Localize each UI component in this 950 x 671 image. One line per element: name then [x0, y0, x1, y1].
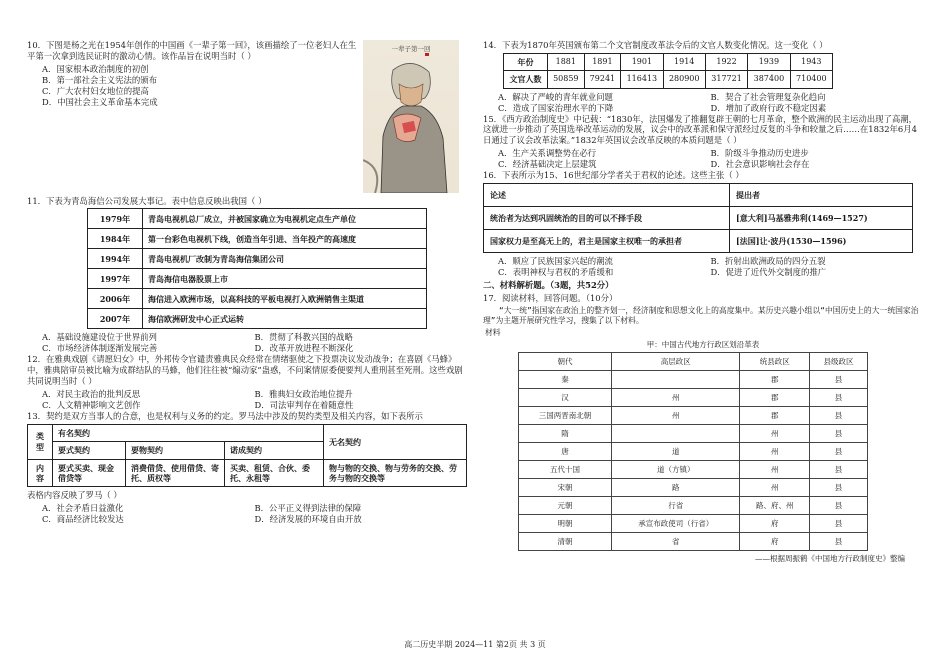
- dynasty-cell: 隋: [519, 424, 612, 442]
- prefecture-cell: 路、府、州: [740, 496, 810, 514]
- high-level-cell: [612, 370, 740, 388]
- table-row: [28, 424, 467, 441]
- question-10: [27, 40, 357, 108]
- year-cell: 2006年: [88, 289, 143, 309]
- dynasty-cell: 元朝: [519, 496, 612, 514]
- year-cell: 2007年: [88, 309, 143, 329]
- author-cell: [意大利]马基雅弗利(1469—1527): [730, 207, 913, 230]
- q16-stem: 16．下表所示为15、16世纪部分学者关于君权的论述。这些主张（ ）: [483, 170, 744, 181]
- count-cell: 710400: [790, 71, 832, 88]
- table-row: [28, 459, 467, 487]
- q14-options-row2: [483, 103, 923, 114]
- count-cell: 387400: [748, 71, 790, 88]
- q14-options-row1: [483, 92, 923, 103]
- dynasty-cell: 宋朝: [519, 478, 612, 496]
- dynasty-cell: 唐: [519, 442, 612, 460]
- count-cell: 50859: [547, 71, 584, 88]
- painting-stroke: [363, 160, 377, 193]
- prefecture-cell: 州: [740, 460, 810, 478]
- prefecture-cell: 府: [740, 532, 810, 550]
- q12-option-d[interactable]: D．司法审判存在着随意性: [254, 399, 354, 410]
- county-cell: 县: [810, 460, 868, 478]
- county-cell: 县: [810, 496, 868, 514]
- q14-stem: 14．下表为1870年英国颁布第二个文官制度改革法令后的文官人数变化情况。这一变化（ ）: [483, 40, 828, 50]
- year-cell: 1943: [790, 53, 832, 70]
- q13-option-d[interactable]: D．经济发展的环境自由开放: [254, 514, 362, 525]
- table-row: [519, 388, 868, 406]
- row-label-cell: 文官人数: [504, 71, 548, 88]
- dynasty-cell: 汉: [519, 388, 612, 406]
- count-cell: 317721: [705, 71, 747, 88]
- q14-option-a[interactable]: A．解决了严峻的青年就业问题: [498, 91, 613, 102]
- table-row: [519, 352, 868, 370]
- header-cell: 年份: [504, 53, 548, 70]
- year-cell: 1997年: [88, 269, 143, 289]
- q14-option-c[interactable]: C．造成了国家治理水平的下降: [498, 102, 614, 113]
- q13-option-b[interactable]: B．公平正义得到法律的保障: [254, 503, 362, 514]
- county-cell: 县: [810, 442, 868, 460]
- q16-option-a[interactable]: A．顺应了民族国家兴起的潮流: [498, 256, 613, 267]
- count-cell: 116413: [621, 71, 663, 88]
- content-label: 内容: [28, 459, 53, 487]
- painting-title-text: 一辈子第一回: [391, 45, 431, 53]
- q14-table: [503, 53, 833, 89]
- old-woman-painting: [363, 40, 459, 193]
- county-cell: 县: [810, 424, 868, 442]
- section-material-analysis: [483, 280, 923, 564]
- content-cell: 买卖、租赁、合伙、委托、永租等: [225, 459, 324, 487]
- statement-cell: 国家权力是至高无上的，君主是国家主权唯一的承担者: [484, 230, 730, 253]
- question-12: [27, 354, 467, 411]
- q10-option-c[interactable]: C．广大农村妇女地位的提高: [42, 85, 149, 96]
- year-cell: 1994年: [88, 249, 143, 269]
- year-cell: 1922: [705, 53, 747, 70]
- table-row: [519, 460, 868, 478]
- table-row: [519, 496, 868, 514]
- prefecture-cell: 州: [740, 478, 810, 496]
- table-row: [519, 532, 868, 550]
- table-row: [88, 229, 427, 249]
- page-footer: 高二历史半期 2024—11 第2页 共 3 页: [404, 640, 546, 649]
- admin-table-title: 甲：中国古代地方行政区划沿革表: [646, 340, 760, 350]
- table-row: [88, 249, 427, 269]
- question-16: [483, 170, 923, 278]
- year-cell: 1939: [748, 53, 790, 70]
- high-level-cell: [612, 424, 740, 442]
- prefecture-cell: 郡: [740, 370, 810, 388]
- right-column: [483, 40, 923, 564]
- q15-options-row2: [483, 159, 923, 170]
- table-row: [519, 424, 868, 442]
- q11-options-row2: [27, 343, 467, 354]
- table-row: [519, 514, 868, 532]
- q10-stem: 10．下图是杨之光在1954年创作的中国画《一辈子第一回》，该画描绘了一位老妇人在生平第一次拿到选民证时的激动心情。该作品旨在说明当时（ ）: [27, 40, 357, 61]
- subtype-cell: 要物契约: [126, 442, 225, 459]
- count-cell: 79241: [584, 71, 621, 88]
- year-cell: 1881: [547, 53, 584, 70]
- subtype-cell: 要式契约: [53, 442, 126, 459]
- table-row: [484, 230, 913, 253]
- q13-table: [27, 424, 467, 488]
- material-label: 材料: [485, 328, 501, 338]
- high-level-cell: 州: [612, 406, 740, 424]
- table-row: [88, 209, 427, 229]
- high-level-cell: 承宣布政使司（行省）: [612, 514, 740, 532]
- dynasty-cell: 三国两晋南北朝: [519, 406, 612, 424]
- dynasty-cell: 清朝: [519, 532, 612, 550]
- subtype-cell: 诺成契约: [225, 442, 324, 459]
- event-cell: 海信进入欧洲市场，以高科技的平板电视打入欧洲销售主渠道: [143, 289, 427, 309]
- q14-option-b[interactable]: B．契合了社会管理复杂化趋向: [710, 91, 826, 102]
- q16-option-c[interactable]: C．表明神权与君权的矛盾缓和: [498, 267, 614, 277]
- dynasty-cell: 五代十国: [519, 460, 612, 478]
- q16-options-row1: [483, 256, 923, 267]
- event-cell: 青岛海信电器股票上市: [143, 269, 427, 289]
- q13-option-a[interactable]: A．社会矛盾日益激化: [42, 503, 124, 514]
- q12-stem: 12．在雅典戏剧《请愿妇女》中，外邦传令官谴责雅典民众经常在情绪驱使之下投票决议发动战争；在喜剧《马蜂》中，雅典陪审员被比喻为成群结队的马蜂，他们往往被“煽动家”蛊惑，不问案情原委便要判人重刑甚至死刑。这些戏剧共同说明当时（ ）: [27, 354, 463, 387]
- high-level-cell: 道（方镇）: [612, 460, 740, 478]
- table-row: [484, 184, 913, 207]
- high-level-cell: 州: [612, 388, 740, 406]
- q15-options-row1: [483, 148, 923, 159]
- q14-option-d[interactable]: D．增加了政府行政不稳定因素: [710, 102, 827, 113]
- prefecture-cell: 州: [740, 424, 810, 442]
- q13-stem: 13．契约是双方当事人的合意，也是权利与义务的约定。罗马法中涉及的契约类型及相关内容，如下表所示: [27, 410, 423, 421]
- q15-option-c[interactable]: C．经济基础决定上层建筑: [498, 159, 597, 170]
- high-level-cell: 路: [612, 478, 740, 496]
- admin-division-table: [518, 352, 868, 551]
- table-row: [519, 442, 868, 460]
- q11-option-a[interactable]: A．基础设施建设位于世界前列: [42, 332, 157, 343]
- year-cell: 1914: [663, 53, 705, 70]
- prefecture-cell: 州: [740, 442, 810, 460]
- event-cell: 青岛电视机总厂成立，并被国家确立为电视机定点生产单位: [143, 209, 427, 229]
- painting-image: [363, 40, 459, 193]
- q11-option-d[interactable]: D．改革开放进程不断深化: [254, 343, 354, 354]
- table-row: [504, 53, 833, 70]
- header-cell: 统县政区: [740, 352, 810, 370]
- q16-options-row2: [483, 267, 923, 278]
- q13-options-row1: [27, 503, 467, 514]
- high-level-cell: 行省: [612, 496, 740, 514]
- question-13: [27, 411, 467, 525]
- q12-options-row2: [27, 400, 467, 411]
- q17-paragraph: “大一统”指国家在政治上的整齐划一，经济制度和思想文化上的高度集中。某历史兴趣小组以“中国历史上的大一统国家治理”为主题开展研究性学习，搜集了以下材料。: [483, 305, 919, 325]
- q15-stem: 15．《西方政治制度史》中记载：“1830年，法国爆发了推翻复辟王朝的七月革命，整个欧洲的民主运动出现了高潮，这就进一步推动了英国选举改革运动的发展，议会中的改革派和保守派经过反复的斗争和较量之后……在1832年6月4日通过了议会改革法案。”1832年英国议会改革反映的本质问题是（ ）: [483, 113, 918, 146]
- table-row: [88, 289, 427, 309]
- content-cell: 要式买卖、现金借贷等: [53, 459, 126, 487]
- q13-options-row2: [27, 514, 467, 525]
- content-cell: 物与物的交换、物与劳务的交换、劳务与物的交换等: [324, 459, 467, 487]
- author-cell: [法国]让·波丹(1530—1596): [730, 230, 913, 253]
- header-cell: 提出者: [730, 184, 913, 207]
- q15-option-d[interactable]: D．社会意识影响社会存在: [710, 159, 810, 170]
- question-14: [483, 40, 923, 114]
- q11-table: [87, 208, 427, 329]
- question-15: [483, 114, 923, 171]
- section-title: 二、材料解析题。（3题，共52分）: [483, 279, 614, 290]
- table-row: [519, 370, 868, 388]
- q17-stem: 17．阅读材料，回答问题。（10分）: [483, 292, 618, 303]
- county-cell: 县: [810, 514, 868, 532]
- q11-option-b[interactable]: B．贯彻了科教兴国的战略: [254, 332, 353, 343]
- table-row: [484, 207, 913, 230]
- unnamed-contract-header: 无名契约: [324, 424, 467, 459]
- prefecture-cell: 郡: [740, 388, 810, 406]
- header-cell: 朝代: [519, 352, 612, 370]
- statement-cell: 统治者为达到巩固统治的目的可以不择手段: [484, 207, 730, 230]
- prefecture-cell: 郡: [740, 406, 810, 424]
- type-label: 类型: [28, 424, 53, 459]
- q16-table: [483, 183, 913, 253]
- event-cell: 海信欧洲研发中心正式运转: [143, 309, 427, 329]
- table-row: [88, 309, 427, 329]
- event-cell: 第一台彩色电视机下线，创造当年引进、当年投产的高速度: [143, 229, 427, 249]
- header-cell: 论述: [484, 184, 730, 207]
- q11-option-c[interactable]: C．市场经济体制逐渐发展完善: [42, 343, 158, 354]
- q12-option-b[interactable]: B．雅典妇女政治地位提升: [254, 389, 353, 400]
- question-11: [27, 196, 467, 355]
- q11-options-row1: [27, 332, 467, 343]
- q11-stem: 11．下表为青岛海信公司发展大事记。表中信息反映出我国（ ）: [27, 195, 267, 206]
- year-cell: 1901: [621, 53, 663, 70]
- count-cell: 280900: [663, 71, 705, 88]
- high-level-cell: 道: [612, 442, 740, 460]
- header-cell: 高层政区: [612, 352, 740, 370]
- table-row: [519, 406, 868, 424]
- q16-option-b[interactable]: B．折射出欧洲政局的四分五裂: [710, 256, 826, 267]
- q13-tail: 表格内容反映了罗马（ ）: [27, 490, 122, 501]
- table-row: [88, 269, 427, 289]
- painting-seal: [425, 53, 429, 56]
- q16-option-d[interactable]: D．促进了近代外交制度的推广: [710, 267, 827, 277]
- year-cell: 1979年: [88, 209, 143, 229]
- named-contract-header: 有名契约: [53, 424, 324, 441]
- q13-option-c[interactable]: C．商品经济比较发达: [42, 514, 124, 525]
- q12-option-c[interactable]: C．人文精神影响文艺创作: [42, 399, 141, 410]
- q15-option-b[interactable]: B．阶级斗争推动历史进步: [710, 148, 809, 159]
- q10-option-b[interactable]: B．第一部社会主义宪法的颁布: [42, 74, 158, 85]
- county-cell: 县: [810, 406, 868, 424]
- q12-option-a[interactable]: A．对民主政治的批判反思: [42, 389, 141, 400]
- high-level-cell: 省: [612, 532, 740, 550]
- year-cell: 1984年: [88, 229, 143, 249]
- dynasty-cell: 明朝: [519, 514, 612, 532]
- content-cell: 消费借贷、使用借贷、寄托、质权等: [126, 459, 225, 487]
- table-row: [504, 71, 833, 88]
- year-cell: 1891: [584, 53, 621, 70]
- q12-options-row1: [27, 389, 467, 400]
- q15-option-a[interactable]: A．生产关系调整势在必行: [498, 148, 597, 159]
- county-cell: 县: [810, 532, 868, 550]
- header-cell: 县级政区: [810, 352, 868, 370]
- dynasty-cell: 秦: [519, 370, 612, 388]
- county-cell: 县: [810, 388, 868, 406]
- table-row: [519, 478, 868, 496]
- q10-option-d[interactable]: D．中国社会主义革命基本完成: [42, 96, 158, 107]
- county-cell: 县: [810, 370, 868, 388]
- q10-option-a[interactable]: A．国家根本政治制度的初创: [42, 63, 149, 74]
- prefecture-cell: 府: [740, 514, 810, 532]
- table-source: ——根据周振鹤《中国地方行政制度史》整编: [755, 553, 905, 563]
- event-cell: 青岛电视机厂改制为青岛海信集团公司: [143, 249, 427, 269]
- county-cell: 县: [810, 478, 868, 496]
